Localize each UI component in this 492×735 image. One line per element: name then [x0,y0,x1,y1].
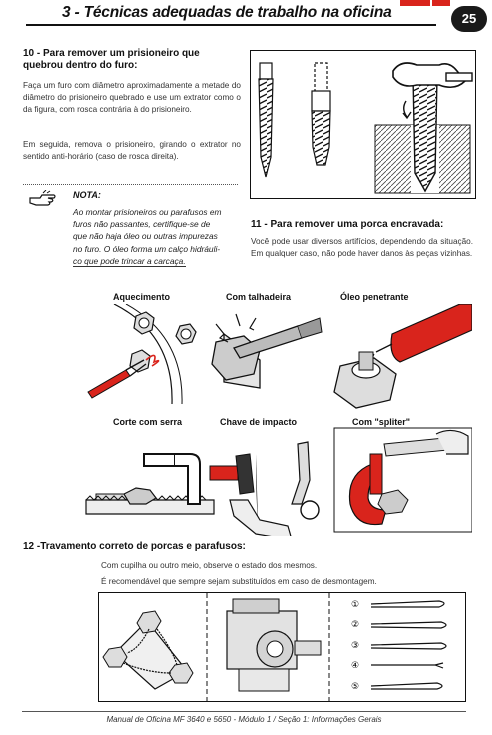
extractor-illustration [251,51,475,198]
section-10-paragraph-2: Em seguida, remova o prisioneiro, girando o extrator no sentido anti-horário (caso de rosca direita). [23,140,241,161]
pin-marker: ① [351,599,360,609]
pin-marker: ③ [351,640,360,650]
method-label-heating: Aquecimento [113,292,171,302]
pin-marker: ⑤ [351,681,360,691]
method-label-saw-cut: Corte com serra [113,417,183,427]
splitter-illustration [334,428,472,532]
header-red-tab [432,0,450,6]
cotter-pins [351,599,446,691]
note-divider [23,184,238,185]
pin-marker: ② [351,619,360,629]
note-line: furos não passantes, certifique-se de [73,219,211,230]
note-line: Ao montar prisioneiros ou parafusos em [73,207,222,217]
method-label-splitter: Com "spliter" [352,417,411,427]
section-10-paragraph-1: Faça um furo com diâmetro aproximadamente a metade do diâmetro do prisioneiro quebrado e use um extrator como o da figura, com rosca contrária à do prisioneiro. [23,81,241,114]
note-line [73,255,240,267]
note-line: no furo. O óleo forma um calço hidráuli- [73,243,221,254]
section-12-heading: 12 -Travamento correto de porcas e parafusos: [23,541,246,552]
footer-rule [22,711,466,712]
pointing-hand-icon [28,190,58,208]
method-label-chisel: Com talhadeira [226,292,292,302]
impact-wrench-illustration [210,442,319,536]
saw-cut-illustration [86,454,214,514]
locking-illustration [99,593,465,701]
method-label-impact-wrench: Chave de impacto [220,417,298,427]
section-11-heading: 11 - Para remover uma porca encravada: [251,219,444,230]
footer-text: Manual de Oficina MF 3640 e 5650 - Módulo 1 / Seção 1: Informações Gerais [106,715,382,724]
page-number-badge: 25 [451,6,487,32]
locking-figure [98,592,466,702]
chisel-illustration [212,314,322,388]
header-rule [26,24,436,26]
note-line-underlined: co que pode trincar a carcaça. [73,255,186,266]
method-label-penetrating-oil: Óleo penetrante [340,292,409,302]
page-title: 3 - Técnicas adequadas de trabalho na oficina [62,4,392,21]
note-label: NOTA: [73,190,101,200]
penetrating-oil-illustration [334,304,472,408]
nut-removal-illustrations [84,304,472,536]
extractor-figure [250,50,476,199]
note-text [73,206,240,267]
section-10-heading: 10 - Para remover um prisioneiro que quebrou dentro do furo: [23,48,200,71]
pin-marker: ④ [351,660,360,670]
note-line: que não haja óleo ou outras impurezas [73,231,218,242]
section-11-paragraph: Você pode usar diversos artifícios, dependendo da situação. Em qualquer caso, não pode haver danos às peças vizinhas. [251,237,473,258]
section-12-paragraph-2: É recomendável que sempre sejam substituídos em caso de desmontagem. [101,577,377,586]
heating-illustration [88,304,196,404]
section-12-paragraph-1: Com cupilha ou outro meio, observe o estado dos mesmos. [101,561,318,570]
